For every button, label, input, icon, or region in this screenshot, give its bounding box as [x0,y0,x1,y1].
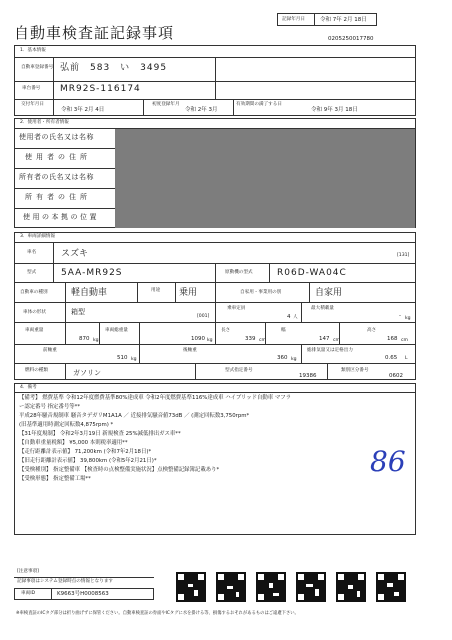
weight-label: 車両重量 [25,328,44,333]
qr-code-3 [256,572,286,602]
height-unit: cm [401,338,409,343]
chassis-number: MR92S-116174 [60,84,141,94]
owner-address-label: 所有者の住所 [25,193,91,201]
remark-line: 【受検種別】 指定整備車 【検査時の点検整備実施状況】点検整備記録簿記載あり* [19,467,220,473]
first-reg-date: 令和 2年 3月 [185,107,218,113]
record-date-label: 記録年月日 [282,17,305,22]
user-address-label: 使用者の住所 [25,153,91,161]
base-location-label: 使用の本拠の位置 [23,213,99,221]
category-label: 類別区分番号 [341,368,369,373]
first-reg-label: 初度登録年月 [152,102,180,107]
remark-line: 【旧走行距離計表示値】 39,800km (令和5年2月21日)* [19,458,157,464]
remark-line: 平成28年騒音規制車 騒音タデガリM1A1A ／ 近接排気騒音値73dB ／ (測定回転数3,750rpm* [19,413,250,419]
remark-line: 【走行距離計表示値】 71,200km (令和7年2月18日)* [19,449,152,455]
vehicle-id-box [14,588,154,600]
weight-unit: kg [93,338,99,343]
record-date-box [277,13,377,26]
use-label: 用途 [151,288,161,293]
use-value: 乗用 [179,288,198,298]
model-value: 5AA-MR92S [61,268,123,278]
body-label: 車体の形状 [23,310,46,315]
reg-number: 弘前 583 い 3495 [60,63,168,73]
owner-name-label: 所有者の氏名又は名称 [19,173,94,181]
displacement-unit: L [405,356,408,361]
remarks-section [14,383,416,535]
issue-date: 令和 3年 2月 4日 [61,107,105,113]
length-unit: cm [259,338,267,343]
qr-code-6 [376,572,406,602]
gross-unit: kg [207,338,213,343]
qr-code-4 [296,572,326,602]
qr-code-1 [176,572,206,602]
vehicle-id-label: 車両ID [21,591,36,596]
width-value: 147 [319,336,330,342]
kind-value: 軽自動車 [71,288,108,298]
basic-info-section [14,45,416,116]
category-value: 0602 [389,373,403,379]
expiry-label: 有効期間の満了する日 [236,102,282,107]
height-label: 高さ [367,328,377,333]
vehicle-details-heading: 3．車両詳細情報 [20,234,56,239]
basic-info-heading: 1．基本情報 [20,48,46,53]
type-designation-label: 型式指定番号 [225,368,253,373]
engine-value: R06D-WA04C [277,268,347,278]
remark-line: 【受検形態】 指定整備工場** [19,476,91,482]
body-value: 箱型 [71,308,85,316]
fuel-label: 燃料の種類 [25,368,48,373]
width-unit: cm [333,338,341,343]
remark-line: ー認定番号 指定番号等** [19,404,81,410]
notice-text: 記録事項はシステム登録時点の情報となります [17,579,114,584]
issue-date-label: 交付年月日 [21,102,44,107]
document-title: 自動車検査証記録事項 [14,24,175,42]
vehicle-details-section [14,232,416,380]
bottom-note: ※車検査証のICタグ部分は折り曲げずに保管ください。自動車検査証の券面やICタグに水を掛ける等、損傷するおそれがあるものはご遠慮下さい。 [16,611,299,616]
max-load-label: 最大積載量 [311,306,334,311]
remarks-heading: 4．備考 [20,385,37,390]
type-designation-value: 19386 [299,373,317,379]
reg-number-label: 自動車登録番号 [21,65,54,70]
notice-heading: [注意事項] [17,569,39,574]
redaction-block [115,129,415,228]
capacity-label: 乗車定員 [227,306,246,311]
remark-line: 【31年度規制】 令和2年3月19日 新規検査 25%減低排出ガス車** [19,431,181,437]
remark-line: 【自動車重量税額】 ¥5,000 本則税率適用** [19,440,128,446]
maker-name: スズキ [61,249,89,259]
handwritten-number: 86 [370,445,406,478]
body-code: [001] [197,314,210,319]
user-name-label: 使用者の氏名又は名称 [19,133,94,141]
expiry-date: 令和 9年 3月 18日 [311,107,358,113]
front-axle-unit: kg [131,357,137,362]
displacement-value: 0.65 [385,355,398,361]
front-axle-value: 510 [117,355,128,361]
vehicle-id-value: K9663号H0008563 [57,591,109,597]
model-label: 型式 [27,270,37,275]
qr-code-5 [336,572,366,602]
rear-axle-label: 後軸重 [183,348,197,353]
chassis-label: 車台番号 [22,86,41,91]
maker-label: 車名 [27,250,37,255]
max-load-unit: kg [405,316,411,321]
fuel-value: ガソリン [73,369,101,377]
owner-heading: 2．使用者・所有者情報 [20,120,69,125]
record-date-value: 令和 7年 2月 18日 [320,17,367,23]
width-label: 幅 [281,328,286,333]
document-number: 0205250017780 [328,36,374,42]
rear-axle-unit: kg [291,357,297,362]
capacity-unit: 人 [293,315,298,320]
capacity-value: 4 [287,314,291,320]
gross-label: 車両総重量 [105,328,128,333]
max-load-value: - [399,313,401,319]
height-value: 168 [387,336,398,342]
weight-value: 870 [79,336,90,342]
private-value: 自家用 [315,288,343,298]
qr-code-2 [216,572,246,602]
remark-line: 【備考】 燃費基準 令和12年度燃費基準80%達成車 令和2年度燃費基準116%達成車 ハイブリッド自動車 マフラ [19,395,292,401]
remark-line: (旧基準適用時測定回転数4,875rpm) * [19,422,114,428]
displacement-label: 総排気量又は定格出力 [307,348,353,353]
engine-label: 原動機の型式 [225,270,253,275]
front-axle-label: 前軸重 [43,348,57,353]
length-value: 339 [245,336,256,342]
private-label: 自家用・事業用の別 [240,290,282,295]
kind-label: 自動車の種別 [20,290,48,295]
maker-code: [131] [397,253,410,258]
length-label: 長さ [221,328,231,333]
rear-axle-value: 360 [277,355,288,361]
gross-value: 1090 [191,336,205,342]
